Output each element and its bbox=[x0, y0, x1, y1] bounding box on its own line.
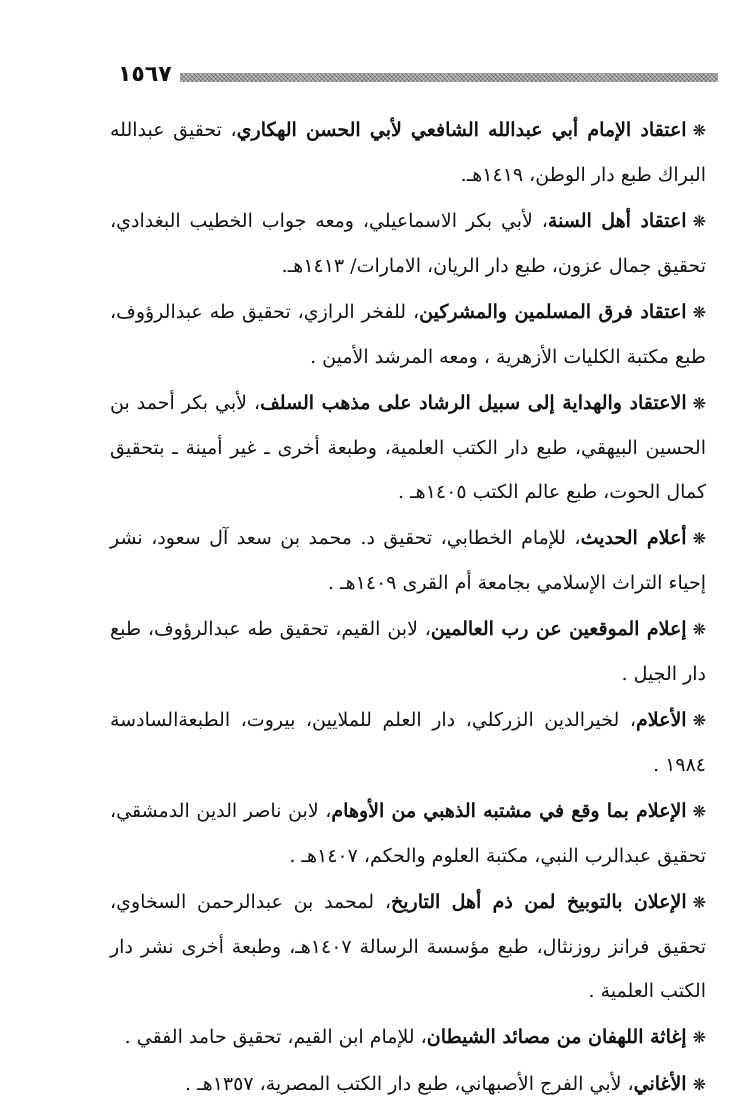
bibliography-entry bbox=[110, 607, 706, 696]
page-number: ١٥٦٧ bbox=[118, 61, 172, 87]
entry-marker: ❋ bbox=[692, 893, 707, 912]
entry-details: ، لابن القيم، تحقيق طه عبدالرؤوف، طبع دار الجيل . bbox=[110, 618, 706, 685]
page-header bbox=[118, 56, 718, 92]
bibliography-entry bbox=[110, 880, 706, 1013]
entry-details: ، لمحمد بن عبدالرحمن السخاوي، تحقيق فرانز روزنثال، طبع مؤسسة الرسالة ١٤٠٧هـ، وطبعة أخرى نشر دار الكتب العلمية . bbox=[110, 891, 706, 1002]
entry-title: أعلام الحديث bbox=[580, 527, 687, 549]
entry-title: اعتقاد فرق المسلمين والمشركين bbox=[419, 301, 687, 323]
bibliography-entry bbox=[110, 1062, 706, 1107]
entry-title: الأغاني bbox=[633, 1073, 687, 1095]
entry-title: إعلام الموقعين عن رب العالمين bbox=[430, 618, 687, 640]
bibliography-entry bbox=[110, 1015, 706, 1060]
entry-marker: ❋ bbox=[692, 212, 706, 231]
entry-details: ، لأبي الفرج الأصبهاني، طبع دار الكتب المصرية، ١٣٥٧هـ . bbox=[185, 1073, 634, 1095]
entry-details: ، لخيرالدين الزركلي، دار العلم للملايين، بيروت، الطبعةالسادسة ١٩٨٤ . bbox=[110, 709, 706, 776]
entry-marker: ❋ bbox=[692, 1028, 706, 1047]
entry-details: ، لابن ناصر الدين الدمشقي، تحقيق عبدالرب النبي، مكتبة العلوم والحكم، ١٤٠٧هـ . bbox=[110, 800, 706, 867]
entry-title: اعتقاد أهل السنة bbox=[547, 210, 687, 232]
entry-marker: ❋ bbox=[692, 529, 706, 548]
entry-title: الاعتقاد والهداية إلى سبيل الرشاد على مذهب السلف bbox=[260, 392, 687, 414]
entry-details: ، تحقيق عبدالله البراك طبع دار الوطن، ١٤١٩هـ. bbox=[110, 119, 706, 186]
entry-details: ، للإمام ابن القيم، تحقيق حامد الفقي . bbox=[124, 1026, 427, 1048]
entry-details: ، للإمام الخطابي، تحقيق د. محمد بن سعد آل سعود، نشر إحياء التراث الإسلامي بجامعة أم القرى ١٤٠٩هـ . bbox=[110, 527, 706, 594]
entry-title: الأعلام bbox=[636, 709, 687, 731]
entry-details: ، لأبي بكر أحمد بن الحسين البيهقي، طبع دار الكتب العلمية، وطبعة أخرى ـ غير أمينة ـ بتحقيق كمال الحوت، طبع عالم الكتب ١٤٠٥هـ . bbox=[110, 392, 706, 503]
bibliography-entry bbox=[110, 516, 706, 605]
entry-marker: ❋ bbox=[692, 711, 706, 730]
bibliography-entry bbox=[110, 381, 706, 514]
entry-details: ، للفخر الرازي، تحقيق طه عبدالرؤوف، طبع مكتبة الكليات الأزهرية ، ومعه المرشد الأمين . bbox=[110, 301, 706, 368]
entry-title: اعتقاد الإمام أبي عبدالله الشافعي لأبي الحسن الهكاري bbox=[236, 119, 687, 141]
entry-title: الإعلام بما وقع في مشتبه الذهبي من الأوهام bbox=[331, 800, 687, 822]
bibliography-entry bbox=[110, 698, 706, 787]
entry-marker: ❋ bbox=[692, 620, 706, 639]
bibliography-entry bbox=[110, 108, 706, 197]
entry-marker: ❋ bbox=[692, 394, 707, 413]
bibliography-list bbox=[110, 108, 706, 1109]
header-rule bbox=[180, 73, 718, 82]
bibliography-entry bbox=[110, 290, 706, 379]
entry-title: إغاثة اللهفان من مصائد الشيطان bbox=[426, 1026, 687, 1048]
entry-marker: ❋ bbox=[692, 1075, 706, 1094]
entry-details: ، لأبي بكر الاسماعيلي، ومعه جواب الخطيب البغدادي، تحقيق جمال عزون، طبع دار الريان، الامارات/ ١٤١٣هـ. bbox=[110, 210, 706, 277]
entry-marker: ❋ bbox=[692, 802, 706, 821]
entry-marker: ❋ bbox=[692, 121, 706, 140]
entry-marker: ❋ bbox=[692, 303, 706, 322]
bibliography-entry bbox=[110, 199, 706, 288]
bibliography-entry bbox=[110, 789, 706, 878]
entry-title: الإعلان بالتوبيخ لمن ذم أهل التاريخ bbox=[390, 891, 687, 913]
